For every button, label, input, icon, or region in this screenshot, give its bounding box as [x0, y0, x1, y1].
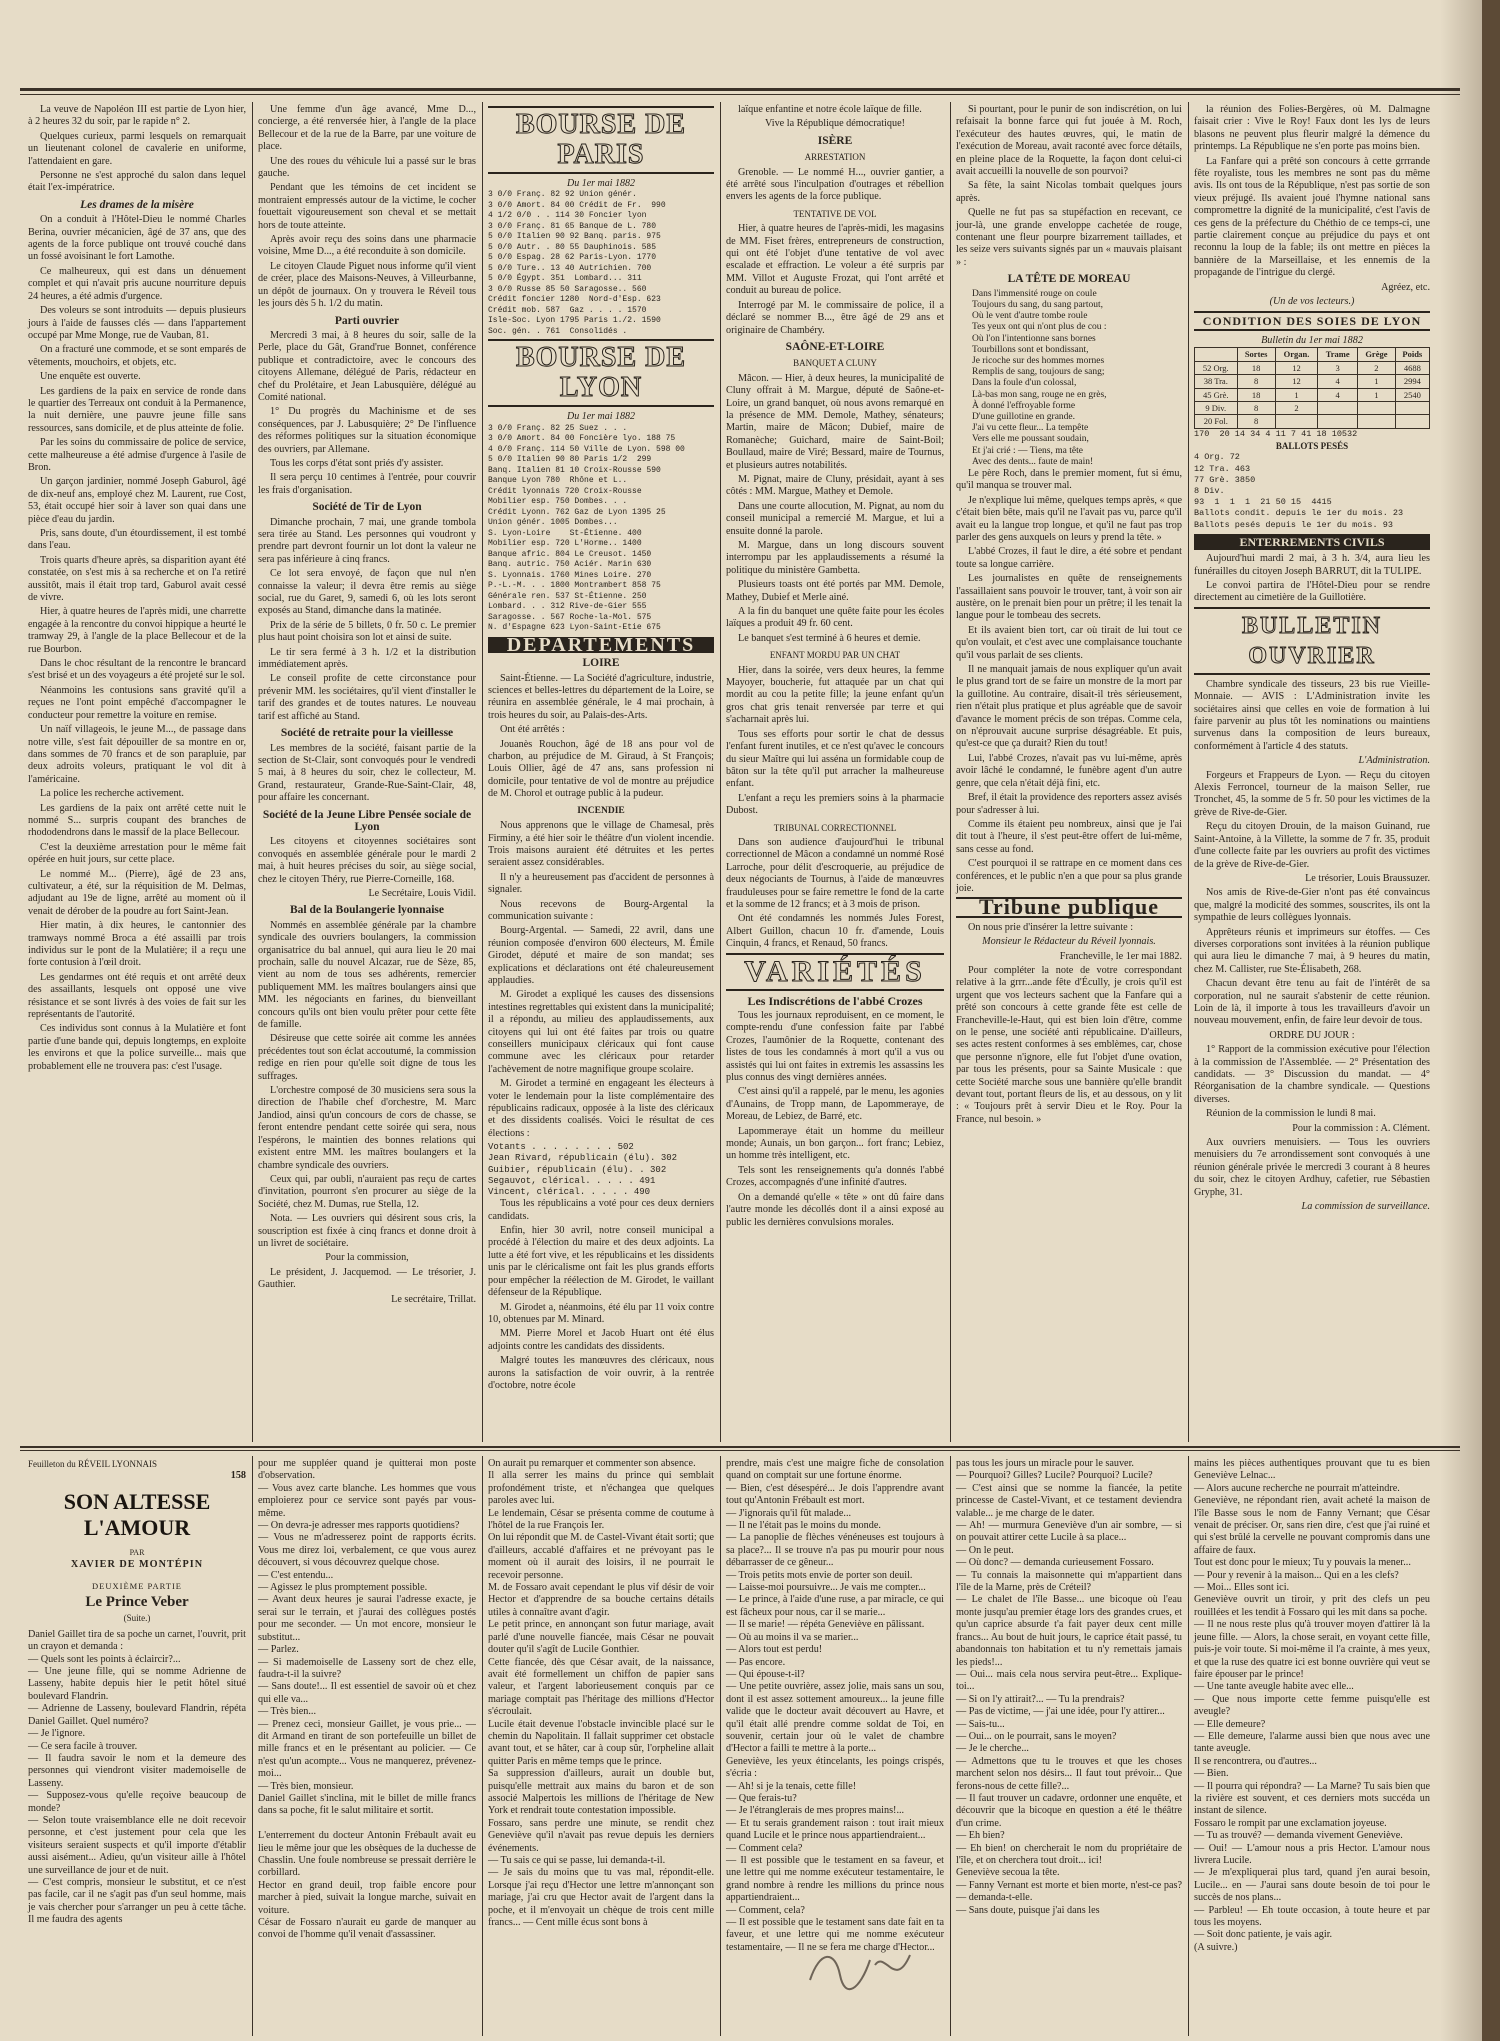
news-item: Il sera perçu 10 centimes à l'entrée, pour couvrir les frais d'organisation. — [258, 472, 476, 496]
news-item: Francheville, le 1er mai 1882. — [1059, 950, 1182, 962]
feuilleton-column-5 — [956, 1458, 1182, 2036]
news-item: Pour la commission, — [325, 1252, 409, 1264]
news-item: Mercredi 3 mai, à 8 heures du soir, salle de la Perle, place du Gât, Grand'rue Bonnet, conférence publique et contradictoire, avec le concours des citoyens Allemane, délégué de Paris, rédacteur en chef du Prolétaire, et Jean Labusquière, délégué au Comité national. — [258, 329, 476, 403]
news-item: La commission de surveillance. — [1301, 1201, 1430, 1213]
news-item: Hier matin, à dix heures, le cantonnier des tramways nommé Broca a été assailli par trois individus sur le pont de la Mulatière; il a reçu une forte contusion à l'œil droit. — [28, 920, 246, 969]
page-shadow — [1440, 0, 1482, 2041]
column-separator — [252, 102, 253, 1442]
news-item: La veuve de Napoléon III est partie de Lyon hier, à 2 heures 32 du soir, par le rapide n° 2. — [28, 104, 246, 128]
soie-cell: 1 — [1358, 375, 1396, 388]
news-item: Les membres de la société, faisant partie de la section de St-Clair, sont convoqués pour le vendredi 5 mai, à 8 heures du soir, chez le collecteur, M. Grand, restaurateur, Grande-Rue-Saint-Clair, 48, pour affaire les concernant. — [258, 742, 476, 804]
soie-cell: 2994 — [1395, 375, 1429, 388]
news-item: L'abbé Crozes, il faut le dire, a été sobre et pendant toute sa longue carrière. — [956, 546, 1182, 570]
varietes-title: VARIÉTÉS — [726, 953, 944, 991]
column-separator — [720, 102, 721, 1442]
news-item: Nota. — Les ouvriers qui désirent sous cris, la souscription est fixée à cinq francs et donne droit à un livret de sociétaire. — [258, 1213, 476, 1249]
section-heading: INCENDIE — [577, 805, 625, 816]
news-item: M. Girodet a terminé en engageant les électeurs à voter le lendemain pour la liste complémentaire des républicains radicaux, opposée à la liste des cléricaux et des dissidents coalisés. Voici le résultat de ces élections : — [488, 1078, 714, 1139]
bourse-paris-date: Du 1er mai 1882 — [566, 178, 636, 189]
news-item: Le banquet s'est terminé à 6 heures et demie. — [738, 632, 921, 644]
news-item: M. Girodet a, néanmoins, été élu par 11 voix contre 10, obtenues par M. Minard. — [488, 1301, 714, 1325]
bourse-lyon-title: BOURSE DE LYON — [488, 339, 714, 407]
soie-cell: 2 — [1358, 361, 1396, 374]
section-heading: Société de la Jeune Libre Pensée sociale de Lyon — [262, 808, 472, 833]
news-item: Pris, sans doute, d'un étourdissement, il est tombé dans l'eau. — [28, 528, 246, 552]
soie-cell: 12 — [1275, 361, 1317, 374]
soie-cell — [1395, 415, 1429, 428]
news-item: L'Administration. — [1358, 755, 1430, 767]
soie-cell: 4688 — [1395, 361, 1429, 374]
news-item: C'est ainsi qu'il a rappelé, par le menu, les agonies d'Aunains, de Tropp mann, de Lapommeraye, de Moreau, de Lebiez, de Barré, etc. — [726, 1086, 944, 1123]
bourse-lyon-date: Du 1er mai 1882 — [566, 411, 636, 423]
soie-header-cell: Poids — [1395, 348, 1429, 361]
news-item: Les gardiens de la paix en service de ronde dans le quartier des Terreaux ont conduit à la Permanence, la nuit dernière, une pauvre jeune fille sans ressources, sans domicile, et de plus atteinte de folie. — [28, 385, 246, 434]
feuilleton-column-1 — [28, 1458, 246, 2036]
news-item: Lui, l'abbé Crozes, n'avait pas vu lui-même, après avoir lâché le condamné, le funèbre agent d'un autre genre, que cela n'était déjà fini, etc. — [956, 752, 1182, 789]
soie-subtitle: Bulletin du 1er mai 1882 — [1261, 334, 1363, 346]
soie-cell: 4 — [1318, 388, 1358, 401]
section-heading: SAÔNE-ET-LOIRE — [785, 340, 885, 353]
news-item: On a fracturé une commode, et se sont emparés de vêtements, mouchoirs, et objets, etc. — [28, 344, 246, 368]
news-item: Le convoi partira de l'Hôtel-Dieu pour se rendre directement au cimetière de la Guillotière. — [1194, 580, 1430, 604]
news-item: Quelques curieux, parmi lesquels on remarquait un lieutenant colonel de cavalerie en uniforme, l'attendaient en gare. — [28, 130, 246, 167]
feuilleton-rule — [20, 1446, 1460, 1448]
news-item: Tous les corps d'état sont priés d'y assister. — [270, 457, 444, 469]
news-item: M. Pignat, maire de Cluny, présidait, ayant à ses côtés : MM. Margue, Mathey et Demole. — [726, 473, 944, 498]
feuilleton-column-6 — [1194, 1458, 1430, 2036]
news-item: Les citoyens et citoyennes sociétaires sont convoqués en assemblée générale pour le mardi 2 mai, à huit heures précises du soir, au siège social, chez le citoyen Théry, rue Pierre-Corneille, 168. — [258, 836, 476, 885]
feuilleton-text: prendre, mais c'est une maigre fiche de consolation quand on comptait sur une fortune énorme. — Bien, c'est désespéré... Je dois l'apprendre avant tout qu'Antonin Frébault est mort. — J'ignorais qu'il fût malade... — Il ne l'était pas le moins du monde. — La panoplie de flèches vénéneuses est toujours à sa place?... Il se trouve n'a pas pu mourir pour nous débarrasser de ce gêneur... — Trois petits mots envie de porter son deuil. — Laisse-moi poursuivre... Je vais me compter... — Le prince, à l'aide d'une ruse, a par miracle, ce qui est fâcheux pour nous, car il se marie... — Il se marie! — répéta Geneviève en pâlissant. — Où au moins il va se marier... — Alors tout est perdu! — Pas encore. — Qui épouse-t-il? — Une petite ouvrière, assez jolie, mais sans un sou, dont il est assez sottement amoureux... la jeune fille valide que le docteur avait découvert au Havre, et qu'il était allé prendre comme soldat de Toi, en souvenir, certain jour où le valet de chambre d'Hector a failli te mettre à la porte... Geneviève, les yeux étincelants, les poings crispés, s'écria : — Ah! si je la tenais, cette fille! — Que ferais-tu? — Je l'étranglerais de mes propres mains!... — Et tu serais grandement raison : tout irait mieux quand Lucile et le prince nous appartiendraient... — Comment cela? — Il est possible que le testament en sa faveur, et une lettre qui me nomme exécuteur testamentaire, le grand nombre à rendre les millions du prince nous appartiendraient... — Comment, cela? — Il est possible que le testament sans date fait en ta faveur, et une lettre qui me nomme exécuteur testamentaire, — Il ne se fera me charge d'Hector... — [726, 1458, 944, 1953]
top-rule — [20, 88, 1460, 91]
news-item: Tous les journaux reproduisent, en ce moment, le compte-rendu d'une confession faite par l'abbé Crozes, l'aumônier de la Roquette, contenant des listes de tous les condamnés à mort qu'il a vus ou assistés qui lui ont faites in extremis les assassins les plus connus des vingt dernières années. — [726, 1010, 944, 1084]
soie-header-cell — [1195, 348, 1238, 361]
news-item: Un garçon jardinier, nommé Joseph Gaburol, âgé de dix-neuf ans, employé chez M. Laurent, rue Cost, 53, était occupé hier soir à laver son quai dans une pièce d'eau du jardin. — [28, 476, 246, 525]
poem-title: LA TÊTE DE MOREAU — [1007, 273, 1131, 286]
column-2 — [258, 104, 476, 1434]
section-heading: LOIRE — [582, 657, 620, 670]
news-item: Chacun devant être tenu au fait de l'intérêt de sa corporation, nul ne saurait s'abstenir de cette réunion. Loin de là, il importe à tous les travailleurs d'avoir un nouveau mouvement, enfin, de faire leur devoir de tous. — [1194, 978, 1430, 1027]
news-item: Nos amis de Rive-de-Gier n'ont pas été convaincus que, malgré la modicité des sommes, souscrites, ils ont la sympathie de leurs collègues lyonnais. — [1194, 887, 1430, 924]
bulletin-title: BULLETIN OUVRIER — [1194, 607, 1430, 675]
news-item: Ce lot sera envoyé, de façon que nul n'en connaisse la valeur; il devra être remis au siège social, rue du Garet, 9, samedi 6, où les lots seront exposés au Stand, dimanche dans la matinée. — [258, 568, 476, 617]
soie-cell — [1395, 401, 1429, 414]
news-item: Le nommé M... (Pierre), âgé de 23 ans, cultivateur, a été, sur la réquisition de M. Delmas, adjudant au 19e de ligne, arrêté au moment où il venait de dérober de la poudre au fort Saint-Jean. — [28, 868, 246, 917]
feuilleton-part: DEUXIÈME PARTIE — [92, 1580, 182, 1591]
column-3 — [488, 104, 714, 1434]
news-item: Lapommeraye était un homme du meilleur monde; Aunais, un bon garçon... fort franc; Lebiez, un homme très intelligent, etc. — [726, 1125, 944, 1162]
news-item: Chambre syndicale des tisseurs, 23 bis rue Vieille-Monnaie. — AVIS : L'Administration invite les sociétaires ainsi que celles en voie de formation à lui faire parvenir au plus tôt les nominations ou maintiens survenus dans la composition de leurs bureaux, conformément à l'article 4 des statuts. — [1194, 678, 1430, 752]
bourse-lyon-table: 3 0/0 Franç. 82 25 Suez . . . 3 0/0 Amort. 84 00 Foncière lyo. 188 75 4 0/0 Franç. 114 50 Ville de Lyon. 598 00 5 0/0 Italien 90 80 Paris 1/2 299 Banq. Italien 81 10 Croix-Rousse 590 Banque Lyon 780 Rhône et L.. Crédit lyonnais 720 Croix-Rousse Mobilier esp. 750 Dombes. . . Crédit Lyonn. 762 Gaz de Lyon 1395 25 Union génér. 1005 Dombes... S. Lyon-Loire St-Étienne. 400 Mobilier esp. 720 L'Horme.. 1400 Banque afric. 804 Le Creusot. 1450 Banq. autric. 750 Aciér. Marin 630 S. Lyonnais. 1760 Mines Loire. 270 P.-L.-M. . . 1800 Montrambert 858 75 Générale ren. 537 St-Étienne. 250 Lombard. . . 312 Rive-de-Gier 555 Saragosse. . 567 Roche-la-Mol. 575 N. d'Espagne 623 Lyon-Saint-Etie 675 — [488, 423, 685, 633]
news-item: Reçu du citoyen Drouin, de la maison Guinand, rue Saint-Antoine, à la Villette, la somme de 7 fr. 35, produit d'une collecte faite par les ouvriers au profit des victimes de la grève de Rive-de-Gier. — [1194, 821, 1430, 870]
news-item: laïque enfantine et notre école laïque de fille. — [738, 104, 922, 115]
news-item: Le conseil profite de cette circonstance pour prévenir MM. les sociétaires, qu'il vient d'installer le tarif des grandes et de toutes natures. Le nouveau tarif est affiché au Stand. — [258, 673, 476, 722]
soie-header-cell: Trame — [1318, 348, 1358, 361]
news-item: Prix de la série de 5 billets, 0 fr. 50 c. Le premier plus haut point choisira son lot et ainsi de suite. — [258, 619, 476, 644]
news-item: L'orchestre composé de 30 musiciens sera sous la direction de l'habile chef d'orchestre, M. Marc Jandiod, ainsi qu'un concours de cors de chasse, se feront entendre pendant cette soirée qui sera, nous l'espérons, le maintien des bonnes relations qui existent entre MM. les maîtres boulangers et la chambre syndicale des ouvriers. — [258, 1085, 476, 1171]
news-item: Ont été condamnés les nommés Jules Forest, Albert Guillon, chacun 10 fr. d'amende, Louis Cinquin, 4 francs, et Renaud, 50 francs. — [726, 913, 944, 950]
section-subheading: TRIBUNAL CORRECTIONNEL — [773, 822, 897, 833]
soie-total: 170 20 14 34 4 11 7 41 18 10532 — [1194, 428, 1358, 439]
news-item: Le tir sera fermé à 3 h. 1/2 et la distribution immédiatement après. — [258, 646, 476, 671]
news-item: Trois quarts d'heure après, sa disparition ayant été constatée, on s'est mis à sa recherche et on l'a retiré aussitôt, mais il était trop tard, Gaburol avait cessé de vivre. — [28, 554, 246, 604]
news-item: Agréez, etc. — [1381, 281, 1430, 293]
news-item: Saint-Étienne. — La Société d'agriculture, industrie, sciences et belles-lettres du département de la Loire, se réunira en assemblée générale, le 4 mai prochain, à trois heures du soir, au Palais-des-Arts. — [488, 672, 714, 721]
news-item: Ce malheureux, qui est dans un dénuement complet et qui n'avait pris aucune nourriture depuis 24 heures, a été admis d'urgence. — [28, 265, 246, 302]
news-item: Interrogé par M. le commissaire de police, il a déclaré se nommer B..., être âgé de 29 ans et originaire de Chambéry. — [726, 299, 944, 336]
section-heading: ISÈRE — [817, 134, 853, 147]
news-item: Pour la commission : A. Clément. — [1292, 1122, 1430, 1134]
news-item: (Un de vos lecteurs.) — [1269, 296, 1355, 308]
news-item: Mâcon. — Hier, à deux heures, la municipalité de Cluny offrait à M. Margue, député de Saône-et-Loire, un grand banquet, où nous avons remarqué en la présence de MM. Demole, Mathey, sénateurs; Martin, maire de Mâcon; Dubief, maire de Romanèche; Guichard, maire de Saint-Boil; Boullaud, maire de Viré; Bessard, maire de Tournus, et plusieurs autres notabilités. — [726, 372, 944, 471]
news-item: Les gendarmes ont été requis et ont arrêté deux des assaillants, lesquels ont opposé une vive résistance et se sont livrés à des voies de fait sur les représentants de l'autorité. — [28, 971, 246, 1021]
handwritten-mark — [800, 1930, 920, 2000]
news-item: On nous prie d'insérer la lettre suivante : — [968, 921, 1134, 933]
news-item: Dimanche prochain, 7 mai, une grande tombola sera tirée au Stand. Les personnes qui voudront y prendre part devront fournir un lot dont la valeur ne sera pas inférieure à cinq francs. — [258, 516, 476, 565]
news-item: MM. Pierre Morel et Jacob Huart ont été élus adjoints contre les candidats des dissidents. — [488, 1328, 714, 1352]
soie-row — [1195, 388, 1430, 401]
news-item: C'est la deuxième arrestation pour le même fait opérée en huit jours, sur cette place. — [28, 841, 246, 866]
soie-cell: 8 — [1237, 401, 1275, 414]
news-item: Par les soins du commissaire de police de service, cette malheureuse a été admise d'urgence à l'asile de Bron. — [28, 437, 246, 473]
soie-cell — [1318, 401, 1358, 414]
feuilleton-par: PAR — [129, 1547, 145, 1557]
feuilleton-title: SON ALTESSE L'AMOUR — [63, 1488, 211, 1540]
tribune-title: Tribune publique — [956, 897, 1182, 917]
soie-cell: 2 — [1275, 401, 1317, 414]
news-item: la réunion des Folies-Bergères, où M. Dalmagne faisait crier : Vive le Roy! Faux dont les lys de leurs blasons ne peuvent plus fleurir malgré la démence du printemps. La République ne s'en porte pas moins bien. — [1194, 104, 1430, 153]
soie-row — [1195, 361, 1430, 374]
news-item: Pour compléter la note de votre correspondant relative à la grrr...ande fête d'Écully, je crois qu'il est urgent que vos lecteurs sachent que la Fanfare qui a prêté son concours à cette grande fête est celle de Francheville-le-Haut, qui est bien loin d'être, comme on le pense, une société anti républicaine. D'ailleurs, ses actes restent conformes à ses emblèmes, car, chose que personne n'ignore, elle fut l'objet d'une ovation, par tous les présents, pour sa Sainte Musicale : que cette Société marche sous une bannière qu'elle brandit devant tout, portant fleurs de lis, et au dessous, on y lit : « Toujours prêt à servir Dieu et le Roy. Pour la France, nul besoin. » — [956, 964, 1182, 1125]
news-item: La Fanfare qui a prêté son concours à cette grrrande fête royaliste, tous les membres ne sont pas du même avis. Ils ont tous de la République, n'est pas sortie de son vieux préjugé. Ils avaient joué l'hymne national sans compromettre la dignité de la municipalité, c'est l'avis de ces gens de la préfecture du Chéthio de ce temps-ci, une partie clairement conçue au préjudice du pays et ont reconnu la loup de la fable; ils ont mettre en pièces la bannière de la Marseillaise, et les ennemis de la propagande de l'intrigue du clergé. — [1194, 155, 1430, 279]
column-1 — [28, 104, 246, 1434]
news-item: Tels sont les renseignements qu'a donnés l'abbé Crozes, accompagnés d'une infinité d'autres. — [726, 1164, 944, 1189]
news-item: Nous recevons de Bourg-Argental la communication suivante : — [488, 898, 714, 922]
news-item: Une femme d'un âge avancé, Mme D..., concierge, a été renversée hier, à l'angle de la place Bellecour et de la rue de la Barre, par une voiture de place. — [258, 104, 476, 153]
news-item: Le trésorier, Louis Braussuzer. — [1305, 872, 1430, 884]
news-item: Plusieurs toasts ont été portés par MM. Demole, Mathey, Dubief et Merle ainé. — [726, 579, 944, 603]
news-item: Une enquête est ouverte. — [40, 371, 141, 383]
soie-cell: 20 Fol. — [1195, 415, 1238, 428]
news-item: Le père Roch, dans le premier moment, fut si ému, qu'il manqua se trouver mal. — [956, 467, 1182, 492]
news-item: Tous ses efforts pour sortir le chat de dessus l'enfant furent inutiles, et ce n'est qu'avec le concours du sieur Maître qui lui asséna un formidable coup de bâton sur la tête qu'il put arracher la malheureuse enfant. — [726, 728, 944, 790]
news-item: Hier, dans la soirée, vers deux heures, la femme Mayoyer, boucherie, fut attaquée par un chat qui mordit au cou la petite fille; la jeune enfant qu'un gros chat gris tenait renversée par terre et qui s'acharnait après lui. — [726, 664, 944, 726]
news-item: Bref, il était la providence des reporters assez avisés pour s'adresser à lui. — [956, 792, 1182, 816]
soie-cell: 18 — [1237, 361, 1275, 374]
binding-edge — [1482, 0, 1500, 2041]
section-heading: Société de Tir de Lyon — [312, 501, 422, 514]
news-item: On a conduit à l'Hôtel-Dieu le nommé Charles Berina, ouvrier mécanicien, âgé de 37 ans, que des agents de la force publique ont trouvé couché dans un fossé avoisinant le fort Lamothe. — [28, 214, 246, 263]
feuilleton-text: mains les pièces authentiques prouvant que tu es bien Geneviève Lelnac... — Alors aucune recherche ne pourrait m'atteindre. Geneviève, ne répondant rien, avait acheté la maison de l'île Basse sous le nom de Fanny Vernant; que César venait de préciser. Or, sans rien dire, c'est que j'ai ruiné et qui s'est brûlé la cervelle ne pouvant compromis dans une affaire de faux. Tout est donc pour le mieux; Tu y pouvais la mener... — Pour y revenir à la maison... Qui en a les clefs? — Moi... Elles sont ici. Geneviève ouvrit un tiroir, y prit des clefs un peu rouillées et les tendit à Fossaro qui les mit dans sa poche. — Il ne nous reste plus qu'à trouver moyen d'attirer là la jeune fille. — Alors, la chose serait, en voyant cette fille, puis-je voir toute. Si moi-même il l'a crainte, à mes yeux, et que la ruse des quatre ici est bonne ouvrière qui veut se faire épouser par le prince! — Une tante aveugle habite avec elle... — Que nous importe cette femme puisqu'elle est aveugle? — Elle demeure? — Elle demeure, l'alarme aussi bien que nous avec une tante aveugle. Il se rencontrera, ou d'autres... — Bien. — Il pourra qui répondra? — La Marne? Tu sais bien que la rivière est souvent, et ces derniers mots succéda un instant de silence. Fossaro le rompit par une exclamation joyeuse. — Tu as trouvé? — demanda vivement Geneviève. — Oui! — L'amour nous a pris Hector. L'amour nous livrera Lucile. — Je m'expliquerai plus tard, quand j'en aurai besoin, Lucile... en — J'aurai sans doute besoin de toi pour le succès de nos plans... — Parbleu! — Eh toute occasion, à toute heure et par tous les moyens. — Soit donc patiente, je vais agir. (A suivre.) — [1194, 1458, 1430, 1953]
news-item: Nommés en assemblée générale par la chambre syndicale des ouvriers boulangers, la commission organisatrice du bal annuel, qui aura lieu le 20 mai prochain, salle du nouvel Alcazar, rue de Sèze, 85, vient au nom de tous ses adhérents, remercier publiquement MM. les maîtres boulangers ainsi que MM. les négociants en farines, du bienveillant concours qu'ils ont bien voulu prêter pour cette fête de famille. — [258, 919, 476, 1031]
news-item: Aux ouvriers menuisiers. — Tous les ouvriers menuisiers du 7e arrondissement sont convoqués à une réunion générale privée le mercredi 3 courant à 8 heures du soir, chez le citoyen Ardhuy, cafetier, rue Sébastien Gryphe, 31. — [1194, 1137, 1430, 1198]
feuilleton-text: On aurait pu remarquer et commenter son absence. Il alla serrer les mains du prince qui semblait profondément triste, et n'échangea que quelques paroles avec lui. Le lendemain, César se présenta comme de coutume à l'hôtel de la rue François Ier. On lui répondit que M. de Castel-Vivant était sorti; que d'ailleurs, accablé d'affaires et ne prévoyant pas le moment où il aurait des loisirs, il ne pourrait le recevoir personne. M. de Fossaro avait cependant le plus vif désir de voir Hector et d'apprendre de sa bouche certains détails utiles à connaître avant d'agir. Le petit prince, en annonçant son futur mariage, avait parlé d'une nouvelle fiancée, mais César ne pouvait douter qu'il s'agît de Lucile Gonthier. Cette fiancée, dès que César avait, de la naissance, avait été formellement un chiffon de papier sans valeur, et l'argent laborieusement conquis par ce mariage comptait pas l'héritage des millions d'Hector s'écroulait. Lucile était devenue l'obstacle invincible placé sur le chemin du Napolitain. Il fallait supprimer cet obstacle avant tout, et se hâter, car à coup sûr, l'orpheline allait quitter Paris en même temps que le prince. Sa suppression d'ailleurs, aurait un double but, puisqu'elle mettrait aux mains du baron et de son associé Malpertois les millions de l'héritage de New York et rendrait toute contestation impossible. Fossaro, sans perdre une minute, se rendit chez Geneviève qu'il n'avait pas revue depuis les derniers événements. — Tu sais ce qui se passe, lui demanda-t-il. — Je sais du moins que tu vas mal, répondit-elle. Lorsque j'ai reçu d'Hector une lettre m'annonçant son mariage, j'ai cru que Hector avait de l'argent dans la poche, et il m'envoyait un chèque de trois cent mille francs... — Cent mille écus sont bons à — [488, 1458, 714, 1929]
soie-row — [1195, 375, 1430, 388]
news-item: Ont été arrêtés : — [500, 724, 565, 736]
soie-header-cell: Sortes — [1237, 348, 1275, 361]
column-separator — [1188, 102, 1189, 1442]
news-item: Enfin, hier 30 avril, notre conseil municipal a procédé à l'élection du maire et des deux adjoints. La lutte a été fort vive, et les républicains et les dissidents unis par le cléricalisme ont fait les plus grands efforts pour empêcher la réélection de M. Girodet, le vaillant défenseur de la République. — [488, 1225, 714, 1299]
news-item: Malgré toutes les manœuvres des cléricaux, nous aurons la satisfaction de voir ouvrir, à la rentrée d'octobre, notre école — [488, 1355, 714, 1391]
news-item: Le président, J. Jacquemod. — Le trésorier, J. Gauthier. — [258, 1266, 476, 1291]
column-5 — [956, 104, 1182, 1434]
news-item: Bourg-Argental. — Samedi, 22 avril, dans une réunion composée d'environ 600 électeurs, M. Émile Girodet, député et maire de son mandat; ses explications et déclarations ont été chaleureusement applaudies. — [488, 925, 714, 986]
news-item: Apprêteurs réunis et imprimeurs sur étoffes. — Ces diverses corporations sont invitées à la réunion publique qui aura lieu le dimanche 7 mai, à 9 heures du matin, chez M. Callister, rue Ste-Élisabeth, 268. — [1194, 926, 1430, 975]
soie-cell — [1275, 415, 1317, 428]
soie-cell: 18 — [1237, 388, 1275, 401]
feuilleton-part-title: Le Prince Veber — [85, 1594, 189, 1611]
bourse-paris-title: BOURSE DE PARIS — [488, 106, 714, 174]
news-item: Les journalistes en quête de renseignements l'assaillaient sans pouvoir le trouver, tant, à voir son air austère, on le prenait bien pour un prêtre; il les tenait la langue pour le tombeau des secrets. — [956, 573, 1182, 622]
news-item: M. Margue, dans un long discours souvent interrompu par les applaudissements a résumé la politique du ministère Gambetta. — [726, 540, 944, 576]
section-heading: Bal de la Boulangerie lyonnaise — [290, 904, 444, 917]
news-item: Le citoyen Claude Piguet nous informe qu'il vient de créer, place des Maisons-Neuves, à Villeurbanne, un dépôt de journaux. On y trouvera le Réveil tous les jours dès 5 h. 1/2 du matin. — [258, 260, 476, 310]
news-item: 1° Du progrès du Machinisme et de ses conséquences, par J. Labusquière; 2° De l'influence des réformes politiques sur la situation économique des ouvriers, par Allemane. — [258, 406, 476, 455]
soie-cell: 45 Grè. — [1195, 388, 1238, 401]
news-item: Dans son audience d'aujourd'hui le tribunal correctionnel de Mâcon a condamné un nommé Rosé Larroche, pour délit d'escroquerie, au préjudice de deux négociants de Tournus, à l'aide de manœuvres frauduleuses pour se faire remettre le fond de la carte et la somme de 12 francs; et à 3 mois de prison. — [726, 836, 944, 910]
news-item: Désireuse que cette soirée ait comme les années précédentes tout son éclat accoutumé, la commission redige en rien pour qu'elle soit digne de tous les suffrages. — [258, 1033, 476, 1082]
soie-title: CONDITION DES SOIES DE LYON — [1194, 311, 1430, 331]
soie-cell — [1318, 415, 1358, 428]
soie-cell — [1358, 401, 1396, 414]
news-item: Tous les républicains a voté pour ces deux derniers candidats. — [488, 1198, 714, 1222]
soie-cell: 2540 — [1395, 388, 1429, 401]
news-item: Des voleurs se sont introduits — depuis plusieurs jours à l'aide de fausses clés — dans l'appartement occupé par Mme Monge, rue de Vauban, 81. — [28, 305, 246, 341]
news-item: Il n'y a heureusement pas d'accident de personnes à signaler. — [488, 871, 714, 896]
news-item: Forgeurs et Frappeurs de Lyon. — Reçu du citoyen Alexis Ferroncel, tourneur de la maison Seller, rue Tronchet, 45, la somme de 5 fr. 50 pour les victimes de la grève de Rive-de-Gier. — [1194, 769, 1430, 818]
column-separator — [482, 102, 483, 1442]
enterrements-title: ENTERREMENTS CIVILS — [1194, 534, 1430, 550]
news-item: Vive la République démocratique! — [765, 118, 905, 130]
section-subheading: ARRESTATION — [804, 152, 866, 163]
soie-cell: 8 — [1237, 415, 1275, 428]
soie-cell: 8 — [1237, 375, 1275, 388]
news-item: 1° Rapport de la commission exécutive pour l'élection à la commission de l'Assemblée. — 2° Présentation des candidats. — 3° Discussion du mandat. — 4° Réorganisation de la chambre syndicale. — Questions diverses. — [1194, 1044, 1430, 1105]
news-item: Une des roues du véhicule lui a passé sur le bras gauche. — [258, 155, 476, 180]
ballots-note: Ballots condit. depuis le 1er du mois. 23 Ballots pesés depuis le 1er du mois. 93 — [1194, 508, 1404, 530]
news-item: Monsieur le Rédacteur du Réveil lyonnais. — [982, 936, 1156, 948]
bourse-paris-table: 3 0/0 Franç. 82 92 Union génér. 3 0/0 Amort. 84 00 Crédit de Fr. 990 4 1/2 0/0 . . 114 30 Foncier lyon 3 0/0 Franç. 81 65 Banque de L. 780 5 0/0 Italien 90 92 Banq. paris. 975 5 0/0 Autr. . 80 55 Dauphinois. 585 5 0/0 Espag. 28 62 Paris-Lyon. 1770 5 0/0 Ture.. 13 40 Autrichien. 700 5 0/0 Égypt. 351 Lombard... 311 3 0/0 Russe 85 50 Saragosse.. 560 Crédit foncier 1280 Nord-d'Esp. 623 Crédit mob. 587 Gaz . . . . 1570 Isle-Soc. Lyon 1795 Paris 1./2. 1590 Soc. gén. . 761 Consolidés . — [488, 190, 666, 336]
news-item: Pendant que les témoins de cet incident se montraient empressés autour de la victime, le cocher fouettait vigoureusement son cheval et se mettait hors de toute atteinte. — [258, 182, 476, 231]
news-item: Le secrétaire, Trillat. — [391, 1293, 476, 1305]
news-item: Nous apprenons que le village de Chamesal, près Firminy, a été hier soir le théâtre d'un violent incendie. Trois maisons auraient été détruites et les pertes seraient assez considérables. — [488, 820, 714, 869]
news-item: Grenoble. — Le nommé H..., ouvrier gantier, a été arrêté sous l'inculpation d'outrages et rébellion envers les agents de la force publique. — [726, 166, 944, 203]
soie-cell: 52 Org. — [1195, 361, 1238, 374]
soie-cell: 38 Tra. — [1195, 375, 1238, 388]
section-heading: Les Indiscrétions de l'abbé Crozes — [747, 993, 923, 1008]
news-item: La police les recherche activement. — [40, 788, 184, 800]
soie-cell: 4 — [1318, 375, 1358, 388]
news-item: Jouanès Rouchon, âgé de 18 ans pour vol de charbon, au préjudice de M. Giraud, à St François; Louis Ollier, âgé de 47 ans, sans profession ni domicile, pour tentative de vol de montre au préjudice de M. Chorol et outrage public à la pudeur. — [488, 738, 714, 800]
news-item: Dans une courte allocution, M. Pignat, au nom du conseil municipal a remercié M. Margue, et lui a ensuite donné la parole. — [726, 500, 944, 537]
news-item: ORDRE DU JOUR : — [1269, 1029, 1355, 1041]
feuilleton-column-3 — [488, 1458, 714, 2036]
news-item: Comme ils étaient peu nombreux, ainsi que je l'ai dit tout à l'heure, il s'est peut-être offert de lui-même, sans cesse au fond. — [956, 818, 1182, 855]
column-6 — [1194, 104, 1430, 1434]
news-item: C'est pourquoi il se rattrape en ce moment dans ces conférences, et le public n'en a que pour sa plus grande joie. — [956, 858, 1182, 894]
section-subheading: TENTATIVE DE VOL — [793, 208, 877, 219]
soie-cell: 1 — [1275, 388, 1317, 401]
soie-cell: 1 — [1358, 388, 1396, 401]
feuilleton-suite: (Suite.) — [123, 1613, 151, 1624]
column-4 — [726, 104, 944, 1434]
ballots-title: BALLOTS PESÉS — [1275, 440, 1349, 451]
feuilleton-text: Daniel Gaillet tira de sa poche un carnet, l'ouvrit, prit un crayon et demanda : — Quels sont les points à éclaircir?... — Une jeune fille, qui se nomme Adrienne de Lasseny, habite depuis hier le petit hôtel situé boulevard Flandrin. — Adrienne de Lasseny, boulevard Flandrin, répéta Daniel Gaillet. Quel numéro? — Je l'ignore. — Ce sera facile à trouver. — Il faudra savoir le nom et la demeure des personnes qui viendront visiter mademoiselle de Lasseny. — Supposez-vous qu'elle reçoive beaucoup de monde? — Selon toute vraisemblance elle ne doit recevoir personne, et c'est justement pour cela que les visiteurs seraient suspects et qu'il importe d'établir aussi aisément... Adieu, qu'un visiteur aille à l'hôtel une surveillance de jour et de nuit. — C'est compris, monsieur le substitut, et ce n'est pas facile, car il ne s'agit pas d'un seul homme, mais je vais chercher pour s'arranger un peu à cette tâche. Il me faudra des agents — [28, 1628, 246, 1926]
feuilleton-text: pour me suppléer quand je quitterai mon poste d'observation. — Vous avez carte blanche. Les hommes que vous emploierez pour ce service sont payés par vous-même. — On devra-je adresser mes rapports quotidiens? — Vous ne m'adresserez point de rapports écrits. Vous me direz loi, verbalement, ce que vous aurez découvert, si vous découvrez quelque chose. — C'est entendu... — Agissez le plus promptement possible. — Avant deux heures je saurai l'adresse exacte, je serai sur le terrain, et j'aurai des collègues postés pour me seconder. — Un mot encore, monsieur le substitut... — Parlez. — Si mademoiselle de Lasseny sort de chez elle, faudra-t-il la suivre? — Sans doute!... Il est essentiel de savoir où et chez qui elle va... — Très bien... — Prenez ceci, monsieur Gaillet, je vous prie... — dit Armand en tirant de son portefeuille un billet de mille francs et en le présentant au policier. — Ce n'est qu'un acompte... Vous ne manquerez, prévenez-moi... — Très bien, monsieur. Daniel Gaillet s'inclina, mit le billet de mille francs dans sa poche, fit le salut militaire et sortit. L'enterrement du docteur Antonin Frébault avait eu lieu le même jour que les obsèques de la duchesse de Chasslin. Une foule nombreuse se pressait derrière le corbillard. Hector en grand deuil, trop faible encore pour marcher à pied, suivait la longue marche, suivait en voiture. César de Fossaro n'aurait eu garde de manquer au convoi de l'homme qu'il venait d'assassiner. — [258, 1458, 476, 1941]
news-item: Néanmoins les contusions sans gravité qu'il a reçues ne l'ont point empêché d'accompagner le conducteur pour remettre la voiture en remise. — [28, 684, 246, 721]
soie-cell: 12 — [1275, 375, 1317, 388]
section-heading: Société de retraite pour la vieillesse — [280, 727, 454, 740]
section-subheading: BANQUET A CLUNY — [793, 358, 877, 369]
ballots-list: 4 Org. 72 12 Tra. 463 77 Grè. 3850 8 Div. — [1194, 452, 1256, 496]
feuilleton-number: 158 — [230, 1470, 246, 1482]
news-item: Et ils avaient bien tort, car où tirait de lui tout ce qu'on voulait, et c'est avec une complaisance touchante qu'il vous parlait de ses clients. — [956, 624, 1182, 661]
news-item: Hier, à quatre heures de l'après midi, une charrette engagée à la rencontre du convoi hippique a heurté le tramway 29, à l'angle de la place Bellecour et de la rue Bourbon. — [28, 606, 246, 655]
news-item: Les gardiens de la paix ont arrêté cette nuit le nommé S... surpris coupant des branches de rhododendrons dans le massif de la place Bellecour. — [28, 802, 246, 839]
news-item: On a demandé qu'elle « tête » ont dû faire dans l'autre monde les décollés dont il a ainsi exposé au public les dernières convulsions morales. — [726, 1191, 944, 1228]
soie-cell — [1358, 415, 1396, 428]
news-item: Personne ne s'est approché du salon dans lequel était l'ex-impératrice. — [28, 170, 246, 194]
feuilleton-text: pas tous les jours un miracle pour le sauver. — Pourquoi? Gilles? Lucile? Pourquoi? Lucile? — C'est ainsi que se nomme la fiancée, la petite princesse de Castel-Vivant, et ce testament deviendra valable... je me charge de le dater. — Ah! — murmura Geneviève d'un air sombre, — si on pouvait attirer cette Lucile à sa place... — On le peut. — Où donc? — demanda curieusement Fossaro. — Tu connais la maisonnette qui m'appartient dans l'île de la Marne, près de Créteil? — Le chalet de l'île Basse... une bicoque où l'eau monte jusqu'au premier étage lors des grandes crues, et qu'un caprice absurde t'a fait payer deux cent mille francs... Au bout de huit jours, le caprice était passé, tu abandonnais ton habitation et tu n'y remettais jamais les pieds!... — Oui... mais cela nous servira peut-être... Explique-toi... — Si on l'y attirait?... — Tu la prendrais? — Pas de victime, — j'ai une idée, pour l'y attirer... — Sais-tu... — Oui... on le pourrait, sans le moyen? — Je le cherche... — Admettons que tu le trouves et que les choses marchent selon nos désirs... Il faut tout prévoir... Que ferons-nous de cette fille?... — Il faut trouver un cadavre, ordonner une enquête, et découvrir que la bicoque en question a été le théâtre d'un crime. — Eh bien? — Eh bien! on chercherait le nom du propriétaire de l'île, et on cherchera tout droit... ici! Geneviève secoua la tête. — Fanny Vernant est morte et bien morte, n'est-ce pas? — demanda-t-elle. — Sans doute, puisque j'ai dans les — [956, 1458, 1182, 1916]
news-item: Ceux qui, par oubli, n'auraient pas reçu de cartes d'invitation, pourront s'en procurer au siège de la Société, chez M. Dumas, rue Stella, 12. — [258, 1173, 476, 1210]
news-item: Dans le choc résultant de la rencontre le brancard s'est brisé et un des voyageurs a été projeté sur le sol. — [28, 658, 246, 682]
soie-header-cell: Organ. — [1275, 348, 1317, 361]
feuilleton-column-2 — [258, 1458, 476, 2036]
departements-title: DÉPARTEMENTS — [488, 637, 714, 653]
ballots-total: 93 1 1 1 21 50 15 4415 — [1194, 497, 1332, 508]
soie-cell: 9 Div. — [1195, 401, 1238, 414]
soie-row — [1195, 415, 1430, 428]
soie-table — [1194, 347, 1430, 428]
column-separator — [950, 102, 951, 1442]
election-results: Votants . . . . . . . . 502 Jean Rivard, républicain (élu). 302 Guibier, républicain (élu). . 302 Segauvot, clérical. . . . . 491 Vincent, clérical. . . . . 490 — [488, 1142, 678, 1198]
news-item: Il ne manquait jamais de nous expliquer qu'un avait le plus grand tort de se faire un monstre de la mort par la guillotine. Au contraire, disait-il très sérieusement, rien n'était plus pratique et plus agréable que de savoir d'avance le moment précis de son trépas. Comme cela, on n'éprouvait aucune surprise désagréable. Et puis, qu'est-ce que ça durait? Rien du tout! — [956, 664, 1182, 750]
poem: Dans l'immensité rouge on coule Toujours du sang, du sang partout, Où le vent d'autre tombe roule Tes yeux ont qui n'ont plus de cou : Où l'on l'intentionne sans bornes Tourbillons sont et bondissant, Je ricoche sur des hommes mornes Remplis de sang, toujours de sang; Dans la foule d'un colossal, Là-bas mon sang, rouge ne en grès, À donné l'effroyable forme D'une guillotine en grande. J'ai vu cette fleur... La tempête Vers elle me poussant soudain, Et j'ai crié : — Tiens, ma tête Avec des dents... faute de main! — [972, 288, 1107, 467]
news-item: Réunion de la commission le lundi 8 mai. — [1206, 1108, 1376, 1120]
section-subheading: ENFANT MORDU PAR UN CHAT — [769, 650, 901, 661]
news-item: A la fin du banquet une quête faite pour les écoles laïques a produit 49 fr. 60 cent. — [726, 606, 944, 630]
news-item: Le Secrétaire, Louis Vidil. — [368, 887, 476, 899]
news-item: Sa fête, la saint Nicolas tombait quelques jours après. — [956, 180, 1182, 204]
soie-header-cell: Grège — [1358, 348, 1396, 361]
news-item: Ces individus sont connus à la Mulatière et font partie d'une bande qui, depuis longtemps, en exploite les environs et que la police surveille... mais que probablement elle ne trouvera pas: c'est l'usage. — [28, 1023, 246, 1072]
news-item: Aujourd'hui mardi 2 mai, à 3 h. 3/4, aura lieu les funérailles du citoyen Joseph BARRUT, dit la TULIPE. — [1194, 553, 1430, 577]
section-heading: Parti ouvrier — [334, 314, 400, 327]
news-item: Après avoir reçu des soins dans une pharmacie voisine, Mme D..., a été reconduite à son domicile. — [258, 234, 476, 258]
feuilleton-label: Feuilleton du RÉVEIL LYONNAIS — [28, 1459, 158, 1469]
section-heading: Les drames de la misère — [80, 198, 194, 211]
news-item: Hier, à quatre heures de l'après-midi, les magasins de MM. Fiset frères, entrepreneurs de construction, qui ont été l'objet d'une tentative de vol avec escalade et effraction. Le voleur a été surpris par MM. Villot et Auguste Frozat, qui l'ont arrêté et conduit au bureau de police. — [726, 223, 944, 297]
news-item: Un naïf villageois, le jeune M..., de passage dans notre ville, s'est fait dépouiller de sa montre en or, dans sommes de 70 francs et de son parapluie, par deux adroits voleurs, pratiquant le vol dit à l'américaine. — [28, 724, 246, 785]
news-item: Si pourtant, pour le punir de son indiscrétion, on lui refaisait la bonne farce qui fut jouée à M. Roch, l'exécuteur des hautes œuvres, qui, le matin de l'exécution de Moreau, avait raconté avec force détails, en pleine place de la Roquette, la façon dont celui-ci avait accueilli la nouvelle de son pourvoi? — [956, 104, 1182, 178]
news-item: Je n'explique lui même, quelques temps après, « que c'était bien bête, mais qu'il ne l'avait pas vu, parce qu'il avait eu la langue trop longue, et qu'il ne faut pas trop parler des gens auxquels on leurs y prend la tête. » — [956, 494, 1182, 543]
news-item: Quelle ne fut pas sa stupéfaction en recevant, ce jour-là, une grande enveloppe cachetée de rouge, contenant une fleur pourpre bizarrement taillades, et les seize vers suivants signés par un « mauvais plaisant » : — [956, 207, 1182, 268]
news-item: M. Girodet a expliqué les causes des dissensions intestines regrettables qui existent dans la municipalité; il a répondu, au milieu des applaudissements, aux citoyens qui lui ont été faites par trois ou quatre conseillers municipaux cléricaux qui font cause commune avec les cléricaux pour retarder l'achèvement de notre magnifique groupe scolaire. — [488, 989, 714, 1075]
news-item: L'enfant a reçu les premiers soins à la pharmacie Dubost. — [726, 792, 944, 817]
feuilleton-author: XAVIER DE MONTÉPIN — [70, 1559, 204, 1571]
soie-row — [1195, 401, 1430, 414]
soie-cell: 3 — [1318, 361, 1358, 374]
